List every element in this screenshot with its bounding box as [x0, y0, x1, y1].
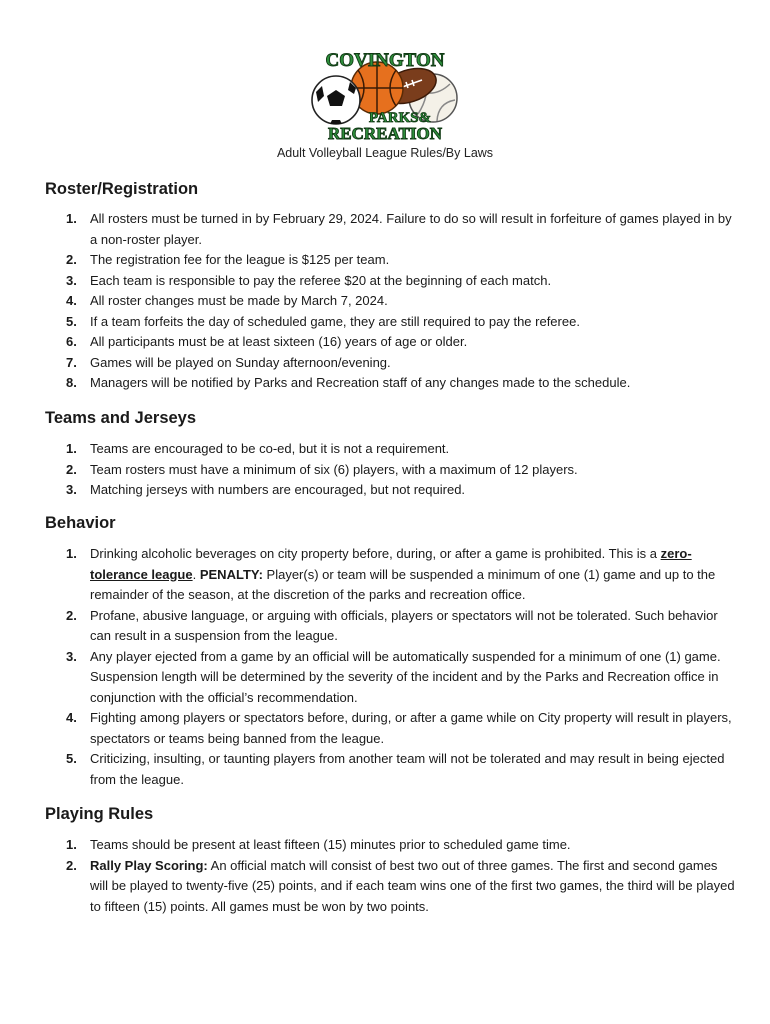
svg-text:COVINGTON: COVINGTON [325, 50, 445, 71]
item-number: 2. [66, 252, 77, 267]
item-text: Teams should be present at least fifteen (15) minutes prior to scheduled game time. [90, 837, 571, 852]
playing-rules-list [45, 835, 735, 917]
item-number: 1. [66, 211, 77, 226]
list-item [45, 856, 735, 918]
list-item [45, 835, 735, 856]
section-heading: Behavior [45, 514, 116, 532]
item-number: 3. [66, 648, 77, 664]
svg-text:RECREATION: RECREATION [328, 124, 442, 143]
list-item [45, 749, 735, 790]
section-roster-registration [45, 180, 735, 394]
item-text: Fighting among players or spectators before, during, or after a game while on City property will result in players, spectators or teams being banned from the league. [90, 710, 732, 746]
item-text: All rosters must be turned in by February 29, 2024. Failure to do so will result in forfeiture of games played in by a non-roster player. [90, 211, 732, 247]
list-item [45, 291, 735, 312]
item-text: Games will be played on Sunday afternoon/evening. [90, 354, 391, 370]
section-playing-rules [45, 805, 735, 917]
list-item [45, 708, 735, 749]
behavior-rules-list [45, 544, 735, 790]
item-text: Criticizing, insulting, or taunting players from another team will not be tolerated and may result in being ejected from the league. [90, 751, 725, 787]
item-text: All participants must be at least sixteen (16) years of age or older. [90, 334, 468, 349]
item-text: Profane, abusive language, or arguing with officials, players or spectators will not be tolerated. Such behavior can result in a suspension from the league. [90, 607, 718, 643]
list-item [45, 271, 735, 292]
item-number: 5. [66, 313, 77, 329]
list-item [45, 606, 735, 647]
list-item [45, 647, 735, 709]
item-number: 1. [66, 837, 77, 852]
item-text: Team rosters must have a minimum of six (6) players, with a maximum of 12 players. [90, 461, 578, 477]
item-text: If a team forfeits the day of scheduled game, they are still required to pay the referee. [90, 313, 580, 329]
item-text: Any player ejected from a game by an official will be automatically suspended for a minimum of one (1) game. Suspension length will be determined by the severity of the incident and by the Parks and Recreation office in conjunction with the official’s recommendation. [90, 648, 721, 705]
list-item [45, 373, 735, 394]
item-text: . [192, 566, 200, 582]
item-number: 4. [66, 293, 77, 308]
covington-parks-recreation-logo [310, 48, 460, 144]
item-number: 5. [66, 751, 77, 766]
item-text: Teams are encouraged to be co-ed, but it is not a requirement. [90, 441, 450, 456]
list-item [45, 353, 735, 374]
list-item [45, 480, 735, 501]
section-heading: Teams and Jerseys [45, 409, 197, 427]
list-item [45, 312, 735, 333]
item-text: An official match will consist of best two out of three games. The first and second games will be played to twenty-five (25) points, and if each team wins one of the first two games, the third will be played to fifteen (15) points. All games must be won by two points. [90, 857, 735, 914]
teams-rules-list [45, 439, 735, 501]
list-item [45, 544, 735, 606]
item-number: 1. [66, 441, 77, 456]
item-text: Managers will be notified by Parks and Recreation staff of any changes made to the schedule. [90, 375, 631, 390]
item-number: 8. [66, 375, 77, 390]
item-number: 1. [66, 546, 77, 561]
list-item [45, 332, 735, 353]
item-number: 2. [66, 607, 77, 623]
item-number: 7. [66, 354, 77, 370]
svg-text:PARKS&: PARKS& [368, 110, 432, 126]
item-text: The registration fee for the league is $125 per team. [90, 252, 390, 267]
item-number: 6. [66, 334, 77, 349]
item-text: Player(s) or team will be suspended a minimum of one (1) game and up to the remainder of the season, at the discretion of the parks and recreation office. [90, 566, 716, 602]
section-behavior [45, 514, 735, 790]
list-item [45, 250, 735, 271]
item-text: Each team is responsible to pay the referee $20 at the beginning of each match. [90, 272, 552, 288]
list-item [45, 209, 735, 250]
item-text: All roster changes must be made by March 7, 2024. [90, 293, 388, 308]
zero-tolerance-emphasis: zero-tolerance league [90, 546, 692, 582]
item-number: 2. [66, 857, 77, 873]
section-heading: Playing Rules [45, 805, 154, 823]
section-heading: Roster/Registration [45, 180, 199, 198]
item-text: Drinking alcoholic beverages on city property before, during, or after a game is prohibited. This is a [90, 546, 661, 561]
penalty-label: PENALTY: [199, 566, 263, 582]
item-number: 4. [66, 710, 77, 725]
item-number: 2. [66, 461, 77, 477]
item-number: 3. [66, 482, 77, 497]
section-teams-jerseys [45, 409, 735, 501]
list-item [45, 460, 735, 481]
roster-rules-list [45, 209, 735, 394]
item-text: Matching jerseys with numbers are encouraged, but not required. [90, 482, 466, 497]
list-item [45, 439, 735, 460]
rally-scoring-label: Rally Play Scoring: [90, 857, 208, 873]
document-title: Adult Volleyball League Rules/By Laws [276, 146, 494, 160]
item-number: 3. [66, 272, 77, 288]
